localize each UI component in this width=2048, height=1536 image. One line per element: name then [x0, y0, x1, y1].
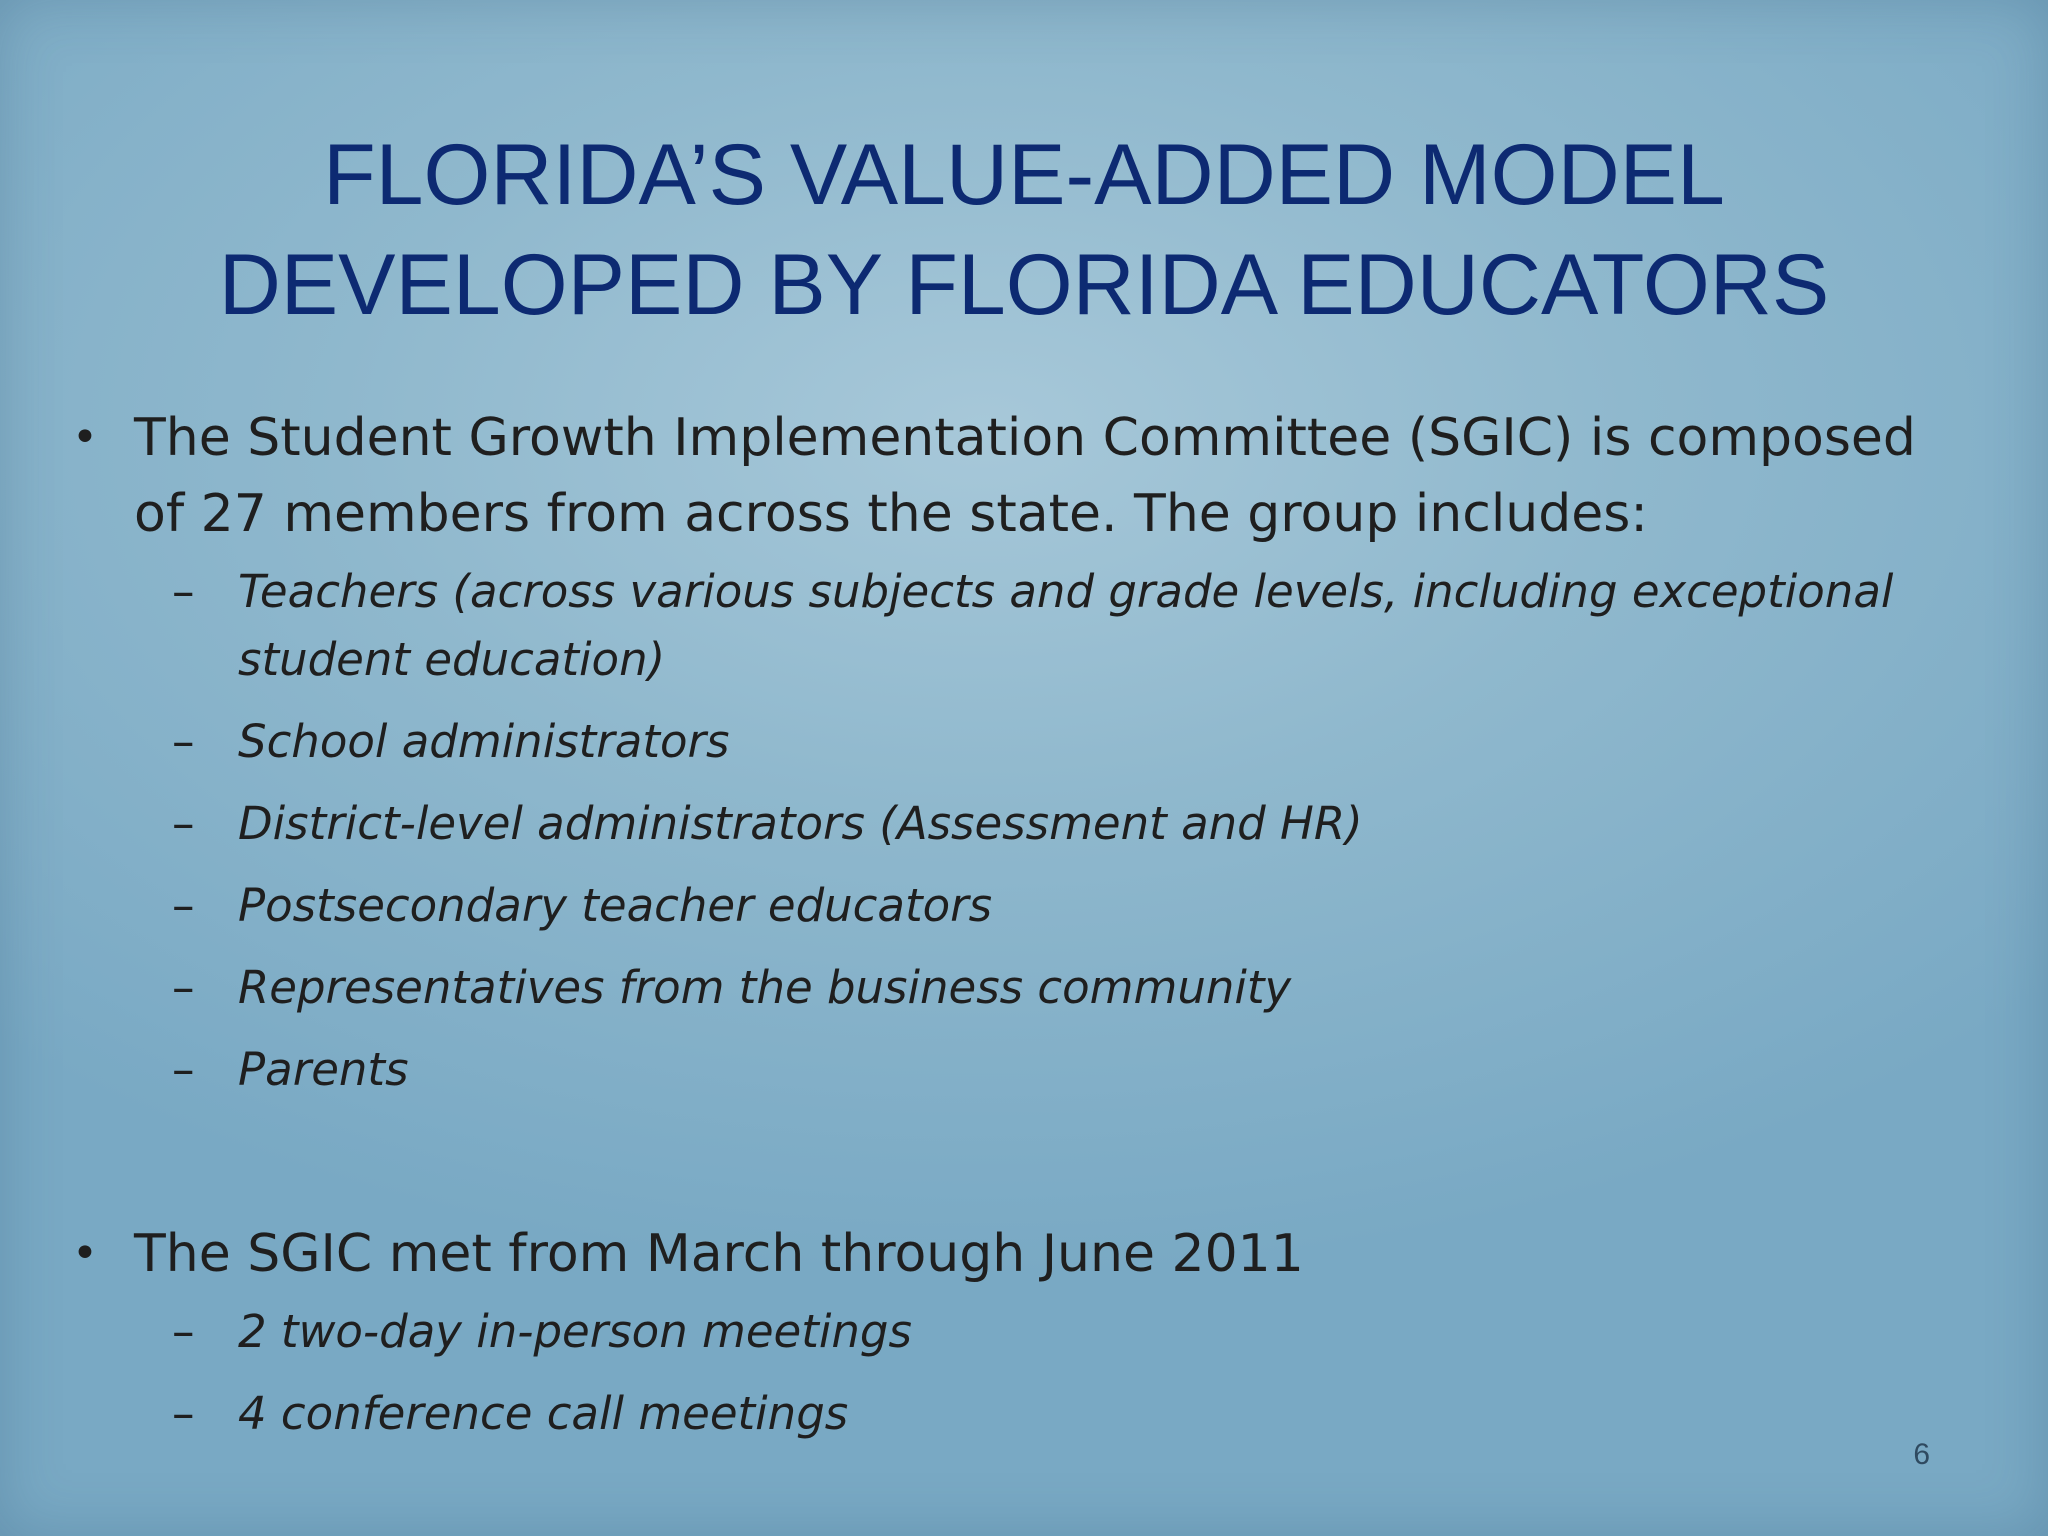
- slide-title: [0, 120, 2048, 340]
- slide-body: [72, 400, 1972, 1462]
- sub-list: [72, 1298, 1972, 1448]
- sub-item-text: Representatives from the business community: [238, 961, 1292, 1014]
- dash-marker: –: [172, 565, 195, 618]
- dash-marker: –: [172, 1305, 195, 1358]
- sub-item: [72, 558, 1972, 694]
- dash-marker: –: [172, 879, 195, 932]
- sub-item: [72, 708, 1972, 776]
- title-line-2: DEVELOPED BY FLORIDA EDUCATORS: [218, 237, 1830, 333]
- dash-marker: –: [172, 797, 195, 850]
- sub-item: [72, 872, 1972, 940]
- bullet-text: The SGIC met from March through June 2011: [134, 1224, 1304, 1284]
- bullet-text: The Student Growth Implementation Committee (SGIC) is composed of 27 members from across the state. The group includes:: [134, 408, 1916, 544]
- title-line-1: FLORIDA’S VALUE-ADDED MODEL: [323, 127, 1725, 223]
- sub-item: [72, 790, 1972, 858]
- dash-marker: –: [172, 961, 195, 1014]
- sub-item: [72, 1380, 1972, 1448]
- sub-item-text: Teachers (across various subjects and grade levels, including exceptional student education): [238, 565, 1894, 686]
- sub-item-text: Postsecondary teacher educators: [238, 879, 993, 932]
- dash-marker: –: [172, 715, 195, 768]
- sub-item: [72, 1036, 1972, 1104]
- spacer: [72, 1118, 1972, 1216]
- sub-item-text: Parents: [238, 1043, 409, 1096]
- bullet-item: [72, 400, 1972, 552]
- sub-item-text: 2 two-day in-person meetings: [238, 1305, 912, 1358]
- sub-item-text: School administrators: [238, 715, 730, 768]
- sub-item: [72, 1298, 1972, 1366]
- sub-item-text: District-level administrators (Assessment and HR): [238, 797, 1363, 850]
- sub-item: [72, 954, 1972, 1022]
- sub-item-text: 4 conference call meetings: [238, 1387, 849, 1440]
- sub-list: [72, 558, 1972, 1104]
- bullet-marker: •: [72, 412, 98, 463]
- dash-marker: –: [172, 1387, 195, 1440]
- bullet-marker: •: [72, 1228, 98, 1279]
- page-number: 6: [1913, 1438, 1930, 1471]
- bullet-item: [72, 1216, 1972, 1292]
- dash-marker: –: [172, 1043, 195, 1096]
